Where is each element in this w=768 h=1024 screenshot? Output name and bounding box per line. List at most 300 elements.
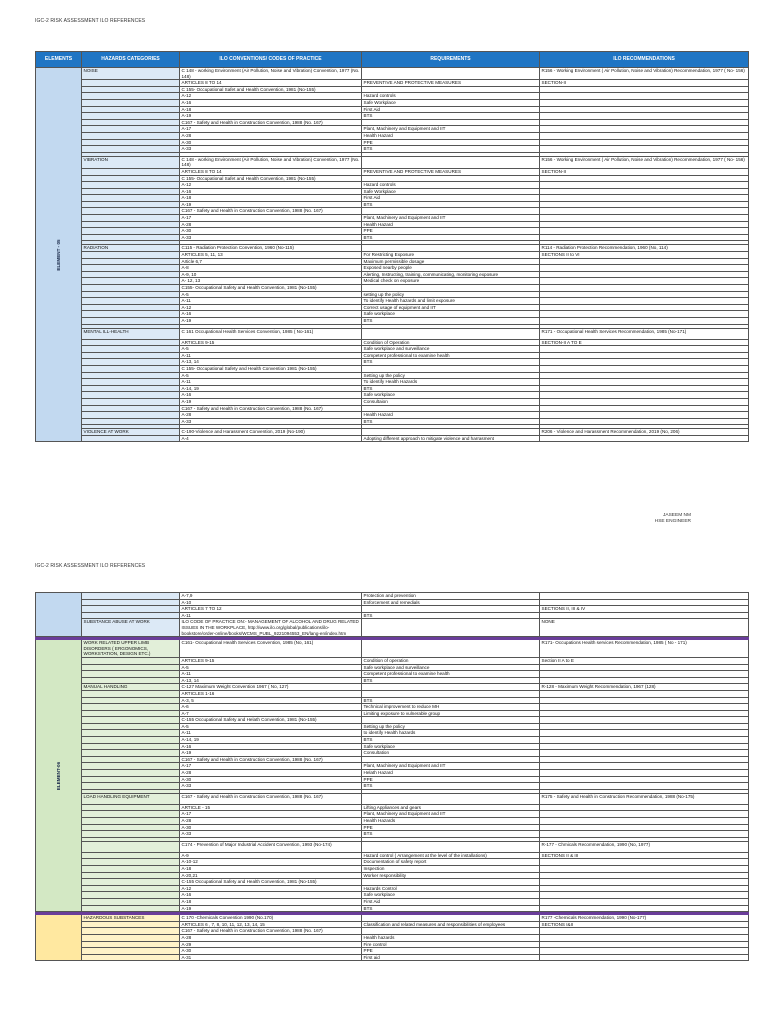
ilo-recommendation-cell	[540, 311, 749, 318]
requirement-cell: First Aid	[362, 195, 540, 202]
table-row	[36, 898, 749, 905]
ilo-recommendation-cell	[540, 208, 749, 215]
requirement-cell	[362, 405, 540, 412]
ilo-recommendation-cell: SECTIONS I&II	[540, 921, 749, 928]
table-row	[36, 93, 749, 100]
requirement-cell	[362, 606, 540, 613]
ilo-convention-cell: A-4	[180, 435, 362, 442]
table-row	[36, 385, 749, 392]
hazard-category-cell	[82, 215, 180, 222]
requirement-cell: PPE	[362, 948, 540, 955]
table-row	[36, 182, 749, 189]
ilo-convention-cell: A-30	[180, 228, 362, 235]
ilo-recommendation-cell	[540, 664, 749, 671]
hazard-category-cell	[82, 804, 180, 811]
requirement-cell: BTS	[362, 317, 540, 324]
hazard-category-cell	[82, 599, 180, 606]
ilo-convention-cell: C 155- Occupational Safet and Health Convention, 1981 (No-155)	[180, 86, 362, 93]
hazard-category-cell	[82, 80, 180, 87]
requirement-cell: First Aid	[362, 898, 540, 905]
requirement-cell	[362, 245, 540, 252]
requirement-cell: BTS	[362, 113, 540, 120]
ilo-convention-cell: C 155- Occupational Safet and Health Convention, 1981 (No-155)	[180, 175, 362, 182]
ilo-convention-cell: A-28	[180, 412, 362, 419]
requirement-cell: Setting up the policy	[362, 372, 540, 379]
requirement-cell: Safe workplace and surveillance	[362, 664, 540, 671]
hazard-category-cell	[82, 385, 180, 392]
ilo-recommendation-cell	[540, 126, 749, 133]
hazard-category-cell	[82, 743, 180, 750]
requirement-cell: BTS	[362, 359, 540, 366]
ilo-recommendation-cell: R156 - Working Environment ( Air Pollution, Noise and Vibration) Recommendation, 1977 ( No- 156)	[540, 156, 749, 168]
hazard-category-cell	[82, 258, 180, 265]
ilo-recommendation-cell: SECTIONS II, III & IV	[540, 606, 749, 613]
hazard-category-cell	[82, 892, 180, 899]
ilo-convention-cell: A-20,21	[180, 872, 362, 879]
requirement-cell: For Restricting Exposure	[362, 252, 540, 259]
requirement-cell: Hazard controls	[362, 93, 540, 100]
requirement-cell: Health Hazard	[362, 412, 540, 419]
table-row	[36, 285, 749, 292]
ilo-recommendation-cell	[540, 385, 749, 392]
hazard-category-cell	[82, 898, 180, 905]
ilo-convention-cell: A-30	[180, 139, 362, 146]
ilo-recommendation-cell	[540, 612, 749, 619]
requirement-cell: BTS	[362, 385, 540, 392]
requirement-cell: Safe Workplace	[362, 99, 540, 106]
hazard-category-cell	[82, 948, 180, 955]
ilo-recommendation-cell	[540, 723, 749, 730]
hazard-category-cell	[82, 690, 180, 697]
table-row	[36, 258, 749, 265]
requirement-cell: Medical check on exposure	[362, 278, 540, 285]
table-row	[36, 612, 749, 619]
ilo-recommendation-cell	[540, 195, 749, 202]
ilo-recommendation-cell	[540, 879, 749, 886]
table-row	[36, 872, 749, 879]
hazard-category-cell	[82, 93, 180, 100]
table-row	[36, 132, 749, 139]
table-row	[36, 763, 749, 770]
table-row	[36, 352, 749, 359]
requirement-cell: Maximum permissible dosage	[362, 258, 540, 265]
ilo-recommendation-cell	[540, 379, 749, 386]
hazard-category-cell	[82, 372, 180, 379]
ilo-recommendation-cell	[540, 352, 749, 359]
hazard-category-cell	[82, 146, 180, 153]
hazard-category-cell: MENTAL ILL-HEALTH	[82, 328, 180, 339]
ilo-convention-cell: A-17	[180, 215, 362, 222]
element-05-label: ELEMENT - 05	[55, 239, 61, 271]
ilo-convention-cell: A-11	[180, 730, 362, 737]
ilo-recommendation-cell	[540, 690, 749, 697]
ilo-convention-cell: A-6	[180, 704, 362, 711]
table-row	[36, 359, 749, 366]
ilo-convention-cell: A-17	[180, 811, 362, 818]
hazard-category-cell	[82, 756, 180, 763]
table-row	[36, 811, 749, 818]
ilo-recommendation-cell	[540, 119, 749, 126]
ilo-recommendation-cell	[540, 928, 749, 935]
table-row	[36, 228, 749, 235]
ilo-recommendation-cell	[540, 298, 749, 305]
ilo-convention-cell: A-7,9	[180, 593, 362, 600]
ilo-recommendation-cell	[540, 215, 749, 222]
hazard-category-cell	[82, 106, 180, 113]
page-header: IGC-2 RISK ASSESSMENT ILO REFERENCES	[35, 18, 146, 24]
requirement-cell: Safe workplace and surveillance	[362, 346, 540, 353]
ilo-convention-cell: A-18	[180, 898, 362, 905]
ilo-recommendation-cell	[540, 304, 749, 311]
table-row	[36, 619, 749, 637]
hazard-category-cell	[82, 859, 180, 866]
ilo-convention-cell: A-18	[180, 865, 362, 872]
requirement-cell: setting up the policy	[362, 291, 540, 298]
requirement-cell: Setting up the policy	[362, 723, 540, 730]
requirement-cell: BTS	[362, 677, 540, 684]
hazard-category-cell	[82, 398, 180, 405]
table-row	[36, 783, 749, 790]
ilo-recommendation-cell	[540, 710, 749, 717]
table-row	[36, 175, 749, 182]
requirement-cell: BTS	[362, 697, 540, 704]
ilo-recommendation-cell: SECTION-II	[540, 80, 749, 87]
ilo-recommendation-cell	[540, 412, 749, 419]
requirement-cell: Consultation	[362, 750, 540, 757]
table-row	[36, 905, 749, 912]
ilo-convention-cell: A-28	[180, 934, 362, 941]
requirement-cell	[362, 429, 540, 436]
ilo-recommendation-cell	[540, 113, 749, 120]
ilo-convention-cell: A-19	[180, 398, 362, 405]
hazard-category-cell	[82, 188, 180, 195]
requirement-cell	[362, 175, 540, 182]
hazard-category-cell	[82, 278, 180, 285]
ilo-convention-cell: ARTICLES 1-16	[180, 690, 362, 697]
table-row	[36, 208, 749, 215]
ilo-recommendation-cell	[540, 418, 749, 425]
requirement-cell: PPE	[362, 776, 540, 783]
table-row	[36, 818, 749, 825]
ilo-recommendation-cell	[540, 435, 749, 442]
ilo-convention-cell: A-16	[180, 99, 362, 106]
table-row	[36, 657, 749, 664]
ilo-convention-cell: A-18	[180, 106, 362, 113]
table-row	[36, 831, 749, 838]
ilo-convention-cell: A-16	[180, 743, 362, 750]
hazard-category-cell: NOISE	[82, 68, 180, 80]
hazard-category-cell	[82, 885, 180, 892]
ilo-recommendation-cell: SECTIONS II to VI	[540, 252, 749, 259]
ilo-convention-cell: A-17	[180, 126, 362, 133]
table-row	[36, 640, 749, 658]
table-row	[36, 405, 749, 412]
ilo-convention-cell: ARTICLES 6 , 7, 8, 10, 11, 12, 13, 14, 15	[180, 921, 362, 928]
hazard-category-cell	[82, 879, 180, 886]
ilo-recommendation-cell: SECTIONS II & III	[540, 852, 749, 859]
hazard-category-cell	[82, 671, 180, 678]
ilo-recommendation-cell: R206 - Violence and Harassment Recommendation, 2019 (No, 206)	[540, 429, 749, 436]
ilo-convention-cell: A-9, 10	[180, 271, 362, 278]
ilo-convention-cell: A-31	[180, 954, 362, 961]
ilo-convention-cell: A-33	[180, 831, 362, 838]
hazard-category-cell	[82, 934, 180, 941]
table-row	[36, 139, 749, 146]
requirement-cell: Safe workplace	[362, 743, 540, 750]
table-header-row	[36, 52, 749, 68]
hazard-category-cell	[82, 252, 180, 259]
requirement-cell: BTS	[362, 612, 540, 619]
ilo-convention-cell: C167 - Safety and Health in Construction Convention, 1988 (No. 167)	[180, 793, 362, 804]
ilo-recommendation-cell	[540, 865, 749, 872]
hazard-category-cell	[82, 405, 180, 412]
ilo-recommendation-cell	[540, 677, 749, 684]
requirement-cell	[362, 690, 540, 697]
ilo-recommendation-cell	[540, 271, 749, 278]
requirement-cell: BTS	[362, 905, 540, 912]
table-row	[36, 113, 749, 120]
requirement-cell: Plant, Machinery and Equipment and IIT	[362, 215, 540, 222]
hazard-category-cell	[82, 392, 180, 399]
requirement-cell: First Aid	[362, 106, 540, 113]
ilo-convention-cell: ARTICLES 7 TO 12	[180, 606, 362, 613]
ilo-recommendation-cell	[540, 86, 749, 93]
table-row	[36, 824, 749, 831]
ilo-convention-cell: C 155- Occupational Safety and Health Convention 1981 (No-155)	[180, 365, 362, 372]
ilo-convention-cell: C167 - Safety and Health in Construction Convention, 1988 (No. 167)	[180, 208, 362, 215]
ilo-recommendation-cell	[540, 756, 749, 763]
table-row	[36, 793, 749, 804]
hazard-category-cell	[82, 208, 180, 215]
ilo-convention-cell: A-19	[180, 750, 362, 757]
ilo-convention-cell: A-16	[180, 188, 362, 195]
table-row	[36, 106, 749, 113]
hazard-category-cell	[82, 841, 180, 852]
table-row	[36, 885, 749, 892]
requirement-cell: Health Hazard	[362, 221, 540, 228]
ilo-recommendation-cell: R-177 - Chmicals Recommendation, 1990 (No, 1977)	[540, 841, 749, 852]
requirement-cell: Safe Workplace	[362, 188, 540, 195]
col-hazards-categories: HAZARDS CATEGORIES	[82, 52, 180, 68]
ilo-convention-cell: C 148 - working Environment (Air Pollution, Noise and Vibration) Convention, 1977 (No. 148)	[180, 156, 362, 168]
table-row	[36, 743, 749, 750]
ilo-recommendation-cell	[540, 704, 749, 711]
requirement-cell: Health Hazard	[362, 132, 540, 139]
table-row	[36, 80, 749, 87]
table-row	[36, 372, 749, 379]
hazard-category-cell	[82, 664, 180, 671]
requirement-cell	[362, 208, 540, 215]
hazard-category-cell: HAZARDOUS SUBSTANCES	[82, 915, 180, 922]
hazard-category-cell: SUBSTANCE ABUSE AT WORK	[82, 619, 180, 637]
ilo-recommendation-cell	[540, 885, 749, 892]
ilo-recommendation-cell	[540, 372, 749, 379]
requirement-cell: Plant, Machinery and Equipment and IIT	[362, 126, 540, 133]
ilo-recommendation-cell	[540, 228, 749, 235]
table-row	[36, 265, 749, 272]
ilo-convention-cell: A-5	[180, 346, 362, 353]
requirement-cell	[362, 928, 540, 935]
hazard-category-cell	[82, 298, 180, 305]
ilo-recommendation-cell	[540, 697, 749, 704]
hazard-category-cell	[82, 86, 180, 93]
ilo-convention-cell: A-30	[180, 824, 362, 831]
table-row	[36, 119, 749, 126]
requirement-cell: First aid	[362, 954, 540, 961]
ilo-recommendation-cell: R177 -Chemicals Recommendation, 1990 (No-177)	[540, 915, 749, 922]
requirement-cell	[362, 86, 540, 93]
ilo-recommendation-cell: R156 - Working Environment ( Air Pollution, Noise and Vibration) Recommendation, 1977 ( No- 156)	[540, 68, 749, 80]
ilo-recommendation-cell	[540, 671, 749, 678]
hazard-category-cell	[82, 195, 180, 202]
table-row	[36, 717, 749, 724]
ilo-convention-cell: A-5	[180, 664, 362, 671]
table-row	[36, 599, 749, 606]
table-row	[36, 328, 749, 339]
hazard-category-cell	[82, 657, 180, 664]
table-row	[36, 671, 749, 678]
requirement-cell: Safe workplace	[362, 392, 540, 399]
table-row	[36, 271, 749, 278]
ilo-recommendation-cell	[540, 783, 749, 790]
hazard-category-cell	[82, 954, 180, 961]
hazard-category-cell	[82, 339, 180, 346]
requirement-cell: Alerting, Instructing, training, communicating, monitoring exposure	[362, 271, 540, 278]
ilo-convention-cell: ARTICLES 9-15	[180, 339, 362, 346]
ilo-convention-cell: C 161 Occupational Health Services Convention, 1985 ( No-161)	[180, 328, 362, 339]
ilo-convention-cell: A- 12, 13	[180, 278, 362, 285]
requirement-cell: Lifting Appliances and gears	[362, 804, 540, 811]
ilo-convention-cell: Article 6,7	[180, 258, 362, 265]
ilo-recommendation-cell: R-128 - Maximum Weight Recommendation, 1967 (128)	[540, 684, 749, 691]
ilo-recommendation-cell	[540, 750, 749, 757]
ilo-recommendation-cell	[540, 392, 749, 399]
requirement-cell: Protection and prevention	[362, 593, 540, 600]
ilo-convention-cell: A-8	[180, 265, 362, 272]
ilo-recommendation-cell	[540, 730, 749, 737]
signature-name: JASEEM NM	[663, 513, 691, 518]
element-06-label: ELEMENT-06	[55, 761, 61, 790]
requirement-cell: Condition of Operation	[362, 339, 540, 346]
hazard-category-cell	[82, 139, 180, 146]
ilo-convention-cell: A-10	[180, 599, 362, 606]
ilo-recommendation-cell	[540, 941, 749, 948]
ilo-convention-cell: C167 - Safety and Health in Construction Convention, 1988 (No. 167)	[180, 928, 362, 935]
hazard-category-cell	[82, 359, 180, 366]
requirement-cell: Hazard controls	[362, 182, 540, 189]
table-row	[36, 156, 749, 168]
hazard-category-cell	[82, 872, 180, 879]
hazard-category-cell	[82, 412, 180, 419]
table-row	[36, 339, 749, 346]
hazard-category-cell	[82, 612, 180, 619]
hazard-category-cell	[82, 113, 180, 120]
ilo-recommendation-cell	[540, 146, 749, 153]
hazard-category-cell	[82, 905, 180, 912]
table-row	[36, 865, 749, 872]
requirement-cell: Correct usage of equipment and IIT	[362, 304, 540, 311]
table-row	[36, 723, 749, 730]
hazard-category-cell	[82, 852, 180, 859]
ilo-convention-cell: C161- Occupational Health Services Convention, 1985 (No, 161)	[180, 640, 362, 658]
ilo-recommendation-cell: R175 - Safety and Health in Construction Recommendation, 1988 (No-175)	[540, 793, 749, 804]
ilo-convention-cell: A-3, 5	[180, 697, 362, 704]
ilo-convention-cell: A-16	[180, 392, 362, 399]
table-row	[36, 188, 749, 195]
ilo-convention-cell: A-14, 19	[180, 737, 362, 744]
requirement-cell: Condition of operation	[362, 657, 540, 664]
table-row	[36, 346, 749, 353]
hazard-category-cell	[82, 811, 180, 818]
table-row	[36, 664, 749, 671]
requirement-cell: Safe workplace	[362, 311, 540, 318]
requirement-cell: BTS	[362, 418, 540, 425]
requirement-cell: Documentation of safety report	[362, 859, 540, 866]
hazard-category-cell	[82, 285, 180, 292]
ilo-recommendation-cell	[540, 593, 749, 600]
ilo-convention-cell: A-16	[180, 892, 362, 899]
table-row	[36, 68, 749, 80]
ilo-recommendation-cell	[540, 905, 749, 912]
hazard-category-cell	[82, 365, 180, 372]
ilo-convention-cell: A-11	[180, 612, 362, 619]
requirement-cell: Classification and related measures and responsibilities of employees	[362, 921, 540, 928]
hazard-category-cell: MANUAL HANDLING	[82, 684, 180, 691]
requirement-cell	[362, 640, 540, 658]
table-row	[36, 690, 749, 697]
ilo-convention-cell: ARTICLE - 15	[180, 804, 362, 811]
ilo-convention-cell: A-5	[180, 372, 362, 379]
ilo-recommendation-cell	[540, 99, 749, 106]
risk-table-page-2	[35, 592, 749, 961]
table-row	[36, 146, 749, 153]
ilo-recommendation-cell: R171 - Occupational Health Services Recommendation, 1985 (No-171)	[540, 328, 749, 339]
element-cell	[36, 640, 82, 912]
table-row	[36, 412, 749, 419]
table-row	[36, 298, 749, 305]
ilo-recommendation-cell	[540, 317, 749, 324]
hazard-category-cell: LOAD HANDLING EQUIPMENT	[82, 793, 180, 804]
ilo-convention-cell: C167 - Safety and Health in Construction Convention, 1988 (No. 167)	[180, 119, 362, 126]
ilo-recommendation-cell	[540, 285, 749, 292]
hazard-category-cell	[82, 818, 180, 825]
ilo-recommendation-cell	[540, 770, 749, 777]
element-cell	[36, 915, 82, 961]
ilo-convention-cell: ILO CODE OF PRACTICE ON:- MANAGEMENT OF ALCOHOL AND DRUG RELATED ISSUES IN THE WORKPLACE, http://www.ilo.org/global/publications/ilo-bookstore/order-online/books/WCMS_PUBL_9221094553_EN/lang-en/index.htm	[180, 619, 362, 637]
ilo-convention-cell: C174 - Prevention of Major Industrial Accident Convention, 1993 (No-174)	[180, 841, 362, 852]
ilo-convention-cell: C 170 -Chemicals Convention 1990 (No.170)	[180, 915, 362, 922]
ilo-convention-cell: A-5	[180, 291, 362, 298]
ilo-recommendation-cell	[540, 737, 749, 744]
ilo-recommendation-cell	[540, 346, 749, 353]
hazard-category-cell	[82, 291, 180, 298]
table-row	[36, 750, 749, 757]
requirement-cell: To identify Health hazards and limit exposure	[362, 298, 540, 305]
table-row	[36, 86, 749, 93]
table-row	[36, 684, 749, 691]
hazard-category-cell	[82, 304, 180, 311]
ilo-recommendation-cell	[540, 599, 749, 606]
ilo-convention-cell: C-190-Violence and Harassment Convention, 2019 (No-190)	[180, 429, 362, 436]
table-row	[36, 435, 749, 442]
ilo-convention-cell: A-11	[180, 671, 362, 678]
table-row	[36, 311, 749, 318]
ilo-recommendation-cell	[540, 763, 749, 770]
ilo-recommendation-cell	[540, 859, 749, 866]
element-05-cell	[36, 68, 82, 442]
ilo-recommendation-cell	[540, 265, 749, 272]
col-elements: ELEMENTS	[36, 52, 82, 68]
